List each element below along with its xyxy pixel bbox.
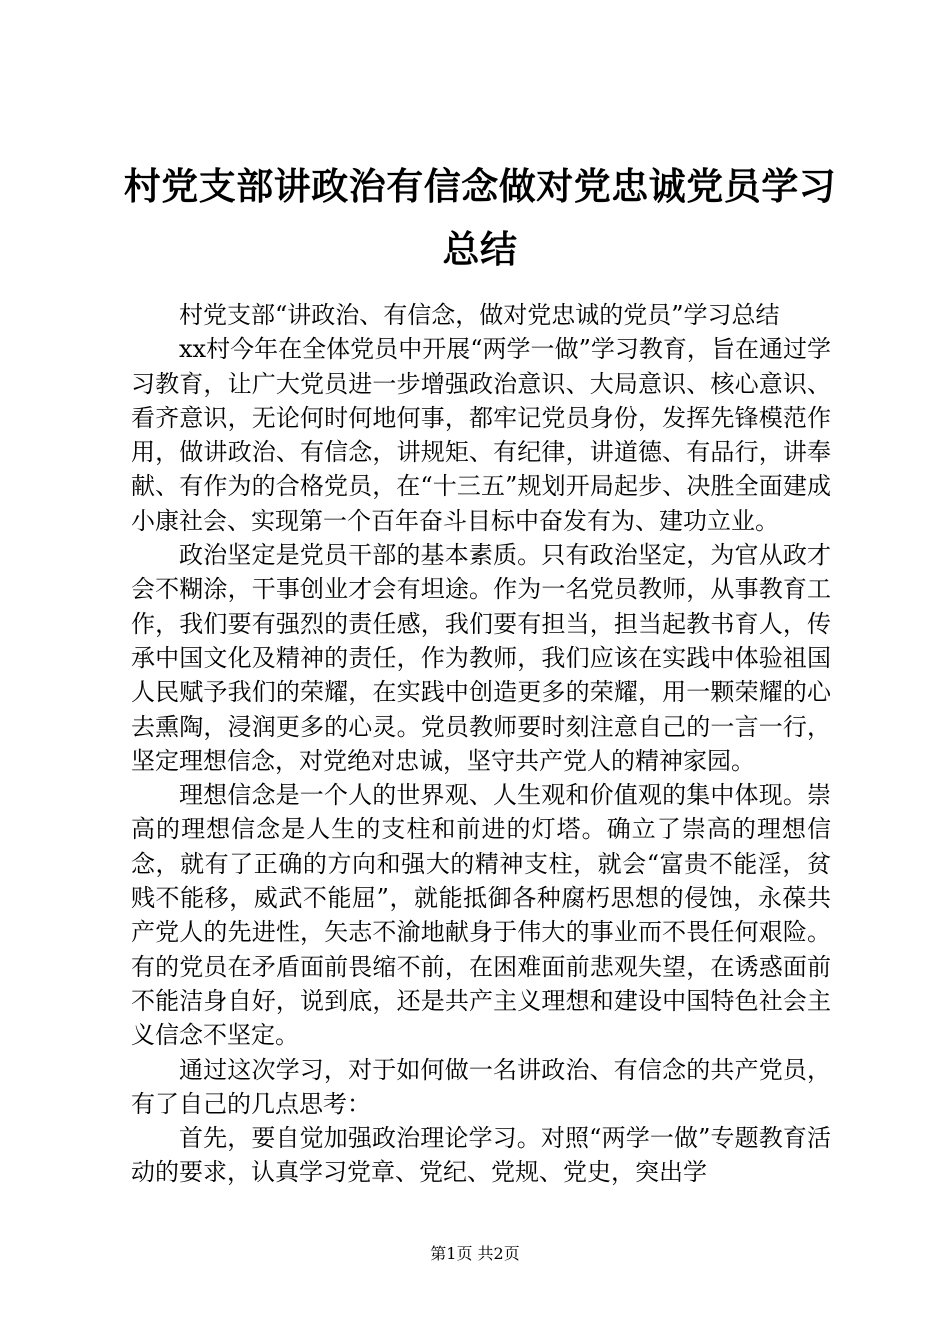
paragraph-subtitle: 村党支部“讲政治、有信念，做对党忠诚的党员”学习总结	[179, 301, 780, 329]
document-title: 村党支部讲政治有信念做对党忠诚党员学习总结	[123, 164, 837, 271]
page-footer	[0, 1244, 950, 1264]
paragraph-2: 政治坚定是党员干部的基本素质。只有政治坚定，为官从政才会不糊涂，干事创业才会有坦途。作为一名党员教师，从事教育工作，我们要有强烈的责任感，我们要有担当，担当起教书育人，传承中国文化及精神的责任，作为教师，我们应该在实践中体验祖国人民赋予我们的荣耀，在实践中创造更多的荣耀，用一颗荣耀的心去熏陶，浸润更多的心灵。党员教师要时刻注意自己的一言一行，坚定理想信念，对党绝对忠诚，坚守共产党人的精神家园。	[131, 541, 831, 775]
page-indicator: 第1页 共2页	[430, 1244, 520, 1263]
paragraph-3: 理想信念是一个人的世界观、人生观和价值观的集中体现。崇高的理想信念是人生的支柱和前进的灯塔。确立了崇高的理想信念，就有了正确的方向和强大的精神支柱，就会“富贵不能淫，贫贱不能移，威武不能屈”，就能抵御各种腐朽思想的侵蚀，永葆共产党人的先进性，矢志不渝地献身于伟大的事业而不畏任何艰险。有的党员在矛盾面前畏缩不前，在困难面前悲观失望，在诱惑面前不能洁身自好，说到底，还是共产主义理想和建设中国特色社会主义信念不坚定。	[131, 781, 831, 1050]
paragraph-5: 首先，要自觉加强政治理论学习。对照“两学一做”专题教育活动的要求，认真学习党章、党纪、党规、党史，突出学	[131, 1124, 831, 1187]
document-body	[131, 298, 831, 1190]
paragraph-4: 通过这次学习，对于如何做一名讲政治、有信念的共产党员，有了自己的几点思考：	[131, 1055, 831, 1118]
paragraph-1: xx村今年在全体党员中开展“两学一做”学习教育，旨在通过学习教育，让广大党员进一步增强政治意识、大局意识、核心意识、看齐意识，无论何时何地何事，都牢记党员身份，发挥先锋模范作用，做讲政治、有信念，讲规矩、有纪律，讲道德、有品行，讲奉献、有作为的合格党员，在“十三五”规划开局起步、决胜全面建成小康社会、实现第一个百年奋斗目标中奋发有为、建功立业。	[131, 335, 831, 535]
